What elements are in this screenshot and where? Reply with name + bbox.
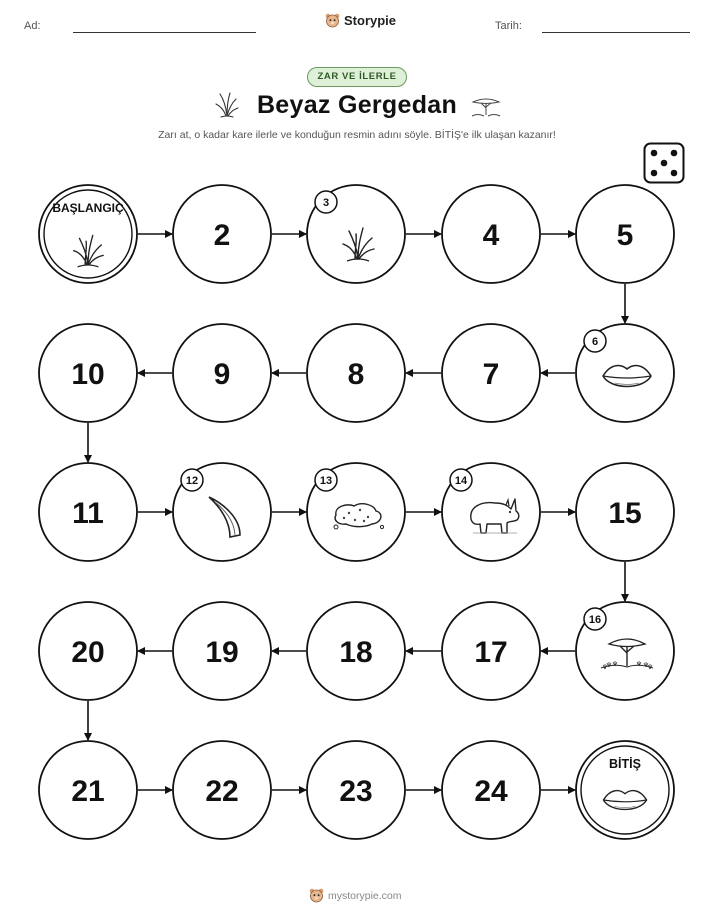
- board-cell-19[interactable]: [173, 602, 271, 700]
- footer: [309, 888, 402, 903]
- cell-number: 12: [185, 475, 199, 487]
- brand-name: Storypie: [344, 13, 397, 28]
- cell-number: 20: [71, 636, 105, 669]
- board-cell-10[interactable]: [39, 324, 137, 422]
- lips-icon: [603, 366, 651, 387]
- cell-number: 7: [482, 358, 500, 391]
- board-cell-22[interactable]: [173, 741, 271, 839]
- cell-number: 6: [591, 336, 599, 348]
- cell-number: 10: [71, 358, 105, 391]
- lips-icon: [603, 791, 646, 810]
- start-label: BAŞLANGIÇ: [52, 201, 124, 215]
- name-label: Ad:: [24, 20, 41, 32]
- cell-number: 8: [347, 358, 365, 391]
- board-cell-21[interactable]: [39, 741, 137, 839]
- cell-number: 15: [608, 497, 642, 530]
- cell-circle: [576, 741, 674, 839]
- cell-number: 24: [474, 775, 508, 808]
- cell-number: 4: [482, 219, 500, 252]
- cell-number: 23: [339, 775, 373, 808]
- finish-cell[interactable]: [576, 741, 674, 839]
- board-cell-13[interactable]: [307, 463, 405, 561]
- cell-number: 17: [474, 636, 508, 669]
- cell-number: 13: [319, 475, 333, 487]
- instructions: Zarı at, o kadar kare ilerle ve konduğun resmin adını söyle. BİTİŞ'e ilk ulaşan kazanır!: [158, 129, 556, 141]
- board-cell-15[interactable]: [576, 463, 674, 561]
- cell-number: 11: [72, 497, 104, 530]
- date-label: Tarih:: [495, 20, 522, 32]
- board-cell-7[interactable]: [442, 324, 540, 422]
- board-cell-17[interactable]: [442, 602, 540, 700]
- cell-number: 18: [339, 636, 373, 669]
- cell-number: 9: [213, 358, 231, 391]
- cell-number: 21: [71, 775, 105, 808]
- page-title: Beyaz Gergedan: [256, 91, 458, 119]
- board-cell-9[interactable]: [173, 324, 271, 422]
- board-cell-8[interactable]: [307, 324, 405, 422]
- cell-number: 3: [322, 197, 330, 209]
- board-cell-23[interactable]: [307, 741, 405, 839]
- cell-number: 16: [588, 614, 602, 626]
- board-cell-4[interactable]: [442, 185, 540, 283]
- board-cell-5[interactable]: [576, 185, 674, 283]
- board-cell-12[interactable]: [173, 463, 271, 561]
- cell-number: 14: [454, 475, 468, 487]
- cell-number: 19: [205, 636, 239, 669]
- finish-label: BİTİŞ: [609, 757, 641, 771]
- board-cell-20[interactable]: [39, 602, 137, 700]
- board-cell-6[interactable]: [576, 324, 674, 422]
- cell-number: 2: [213, 219, 231, 252]
- cell-circle: [39, 185, 137, 283]
- game-type-badge: ZAR VE İLERLE: [307, 67, 407, 87]
- board-cell-16[interactable]: [576, 602, 674, 700]
- board-cell-3[interactable]: [307, 185, 405, 283]
- board-cell-14[interactable]: [442, 463, 540, 561]
- board-cell-11[interactable]: [39, 463, 137, 561]
- board-cell-18[interactable]: [307, 602, 405, 700]
- footer-site: mystorypie.com: [328, 889, 402, 902]
- board-cell-24[interactable]: [442, 741, 540, 839]
- cell-number: 22: [205, 775, 239, 808]
- start-cell[interactable]: [39, 185, 137, 283]
- cell-number: 5: [616, 219, 634, 252]
- bear-logo-icon: [309, 888, 324, 903]
- board-cell-2[interactable]: [173, 185, 271, 283]
